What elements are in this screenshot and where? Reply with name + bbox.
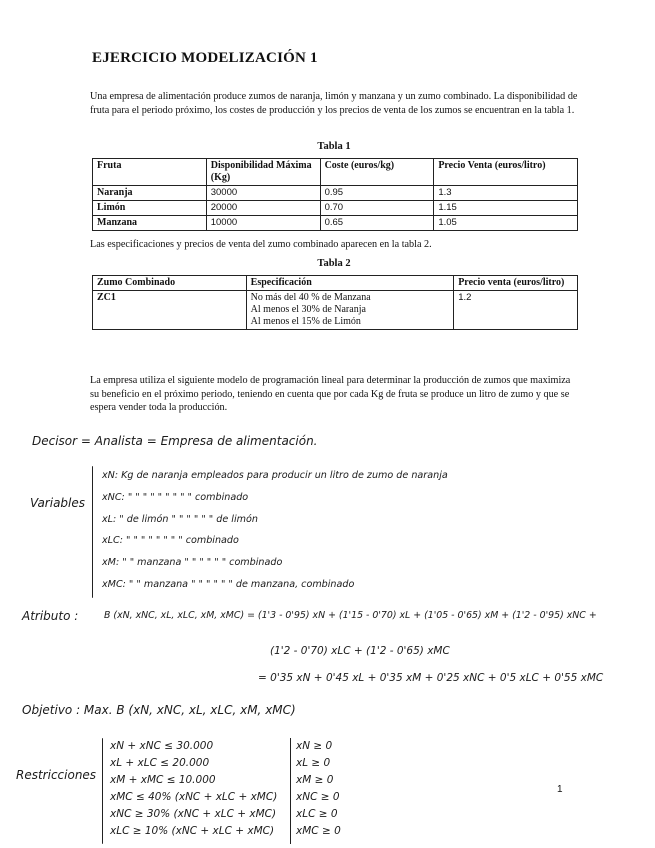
- table-cell: Manzana: [93, 216, 207, 231]
- constraint-line: xM + xMC ≤ 10.000: [110, 774, 216, 786]
- atributo-line: B (xN, xNC, xL, xLC, xM, xMC) = (1'3 - 0'95) xN + (1'15 - 0'70) xL + (1'05 - 0'65) xM + (1'2 - 0'95) xNC +: [104, 610, 597, 621]
- table1-header: Coste (euros/kg): [320, 159, 434, 186]
- table1: [92, 158, 578, 231]
- table1-header: Disponibilidad Máxima (Kg): [206, 159, 320, 186]
- table-cell: 1.05: [434, 216, 578, 231]
- atributo-line: (1'2 - 0'70) xLC + (1'2 - 0'65) xMC: [270, 645, 450, 657]
- variable-line: xMC: " " manzana " " " " " " de manzana, combinado: [102, 579, 355, 590]
- table-cell: 0.70: [320, 201, 434, 216]
- constraint-line: xL + xLC ≤ 20.000: [110, 757, 210, 769]
- table2-header: Zumo Combinado: [93, 276, 247, 291]
- constraint-line: xMC ≤ 40% (xNC + xLC + xMC): [110, 791, 278, 803]
- variables-label: Variables: [30, 496, 86, 510]
- spec-line: No más del 40 % de Manzana: [250, 292, 371, 303]
- table-cell: Limón: [93, 201, 207, 216]
- page-title: EJERCICIO MODELIZACIÓN 1: [92, 50, 318, 66]
- variables-brace: [92, 466, 93, 598]
- variable-line: xNC: " " " " " " " " " combinado: [102, 492, 249, 503]
- nonneg-line: xMC ≥ 0: [296, 825, 341, 837]
- atributo-label: Atributo :: [22, 609, 79, 623]
- table2-caption: Tabla 2: [317, 258, 351, 269]
- nonneg-line: xLC ≥ 0: [296, 808, 338, 820]
- constraint-line: xLC ≥ 10% (xNC + xLC + xMC): [110, 825, 275, 837]
- table-cell: 1.2: [454, 291, 578, 330]
- table2-header: Especificación: [246, 276, 454, 291]
- table-cell: 0.95: [320, 186, 434, 201]
- table-cell: 0.65: [320, 216, 434, 231]
- table-cell: 1.15: [434, 201, 578, 216]
- nonneg-line: xN ≥ 0: [296, 740, 333, 752]
- restricciones-label: Restricciones: [16, 768, 97, 782]
- table-cell: 1.3: [434, 186, 578, 201]
- table-cell-specs: [246, 291, 454, 330]
- table-cell: 30000: [206, 186, 320, 201]
- nonneg-divider: [290, 738, 291, 844]
- nonneg-line: xNC ≥ 0: [296, 791, 340, 803]
- table-row: [93, 186, 578, 201]
- atributo-line: = 0'35 xN + 0'45 xL + 0'35 xM + 0'25 xNC + 0'5 xLC + 0'55 xMC: [258, 672, 604, 684]
- model-paragraph: La empresa utiliza el siguiente modelo de programación lineal para determinar la producción de zumos que maximiza su beneficio en el próximo periodo, teniendo en cuenta que por cada Kg de fruta se produce un litro de zumo y que se espera vender toda la producción.: [90, 375, 571, 414]
- table-cell: Naranja: [93, 186, 207, 201]
- spec-line: Al menos el 15% de Limón: [250, 316, 361, 327]
- page-number: 1: [557, 784, 563, 795]
- table1-caption: Tabla 1: [317, 141, 351, 152]
- table1-header: Precio Venta (euros/litro): [434, 159, 578, 186]
- variable-line: xN: Kg de naranja empleados para producir un litro de zumo de naranja: [102, 470, 448, 481]
- decisor-line: Decisor = Analista = Empresa de alimentación.: [32, 434, 318, 448]
- table-cell: 10000: [206, 216, 320, 231]
- between-paragraph: Las especificaciones y precios de venta del zumo combinado aparecen en la tabla 2.: [90, 239, 432, 250]
- variable-line: xLC: " " " " " " " " combinado: [102, 535, 239, 546]
- table2-header: Precio venta (euros/litro): [454, 276, 578, 291]
- constraint-line: xNC ≥ 30% (xNC + xLC + xMC): [110, 808, 277, 820]
- nonneg-line: xM ≥ 0: [296, 774, 334, 786]
- variable-line: xM: " " manzana " " " " " " combinado: [102, 557, 283, 568]
- constraint-line: xN + xNC ≤ 30.000: [110, 740, 214, 752]
- table1-header-row: [93, 159, 578, 186]
- spec-line: Al menos el 30% de Naranja: [250, 304, 366, 315]
- table2-header-row: [93, 276, 578, 291]
- objetivo-line: Objetivo : Max. B (xN, xNC, xL, xLC, xM, xMC): [22, 703, 296, 717]
- table-cell: ZC1: [93, 291, 247, 330]
- variable-line: xL: " de limón " " " " " " de limón: [102, 514, 258, 525]
- nonneg-line: xL ≥ 0: [296, 757, 331, 769]
- restricciones-brace: [102, 738, 103, 844]
- table-row: [93, 291, 578, 330]
- intro-paragraph: Una empresa de alimentación produce zumos de naranja, limón y manzana y un zumo combinado. La disponibilidad de fruta para el periodo próximo, los costes de producción y los precios de venta de los zumos se encuentran en la tabla 1.: [90, 91, 578, 116]
- table-cell: 20000: [206, 201, 320, 216]
- table2: [92, 275, 578, 330]
- table-row: [93, 216, 578, 231]
- table1-header: Fruta: [93, 159, 207, 186]
- table-row: [93, 201, 578, 216]
